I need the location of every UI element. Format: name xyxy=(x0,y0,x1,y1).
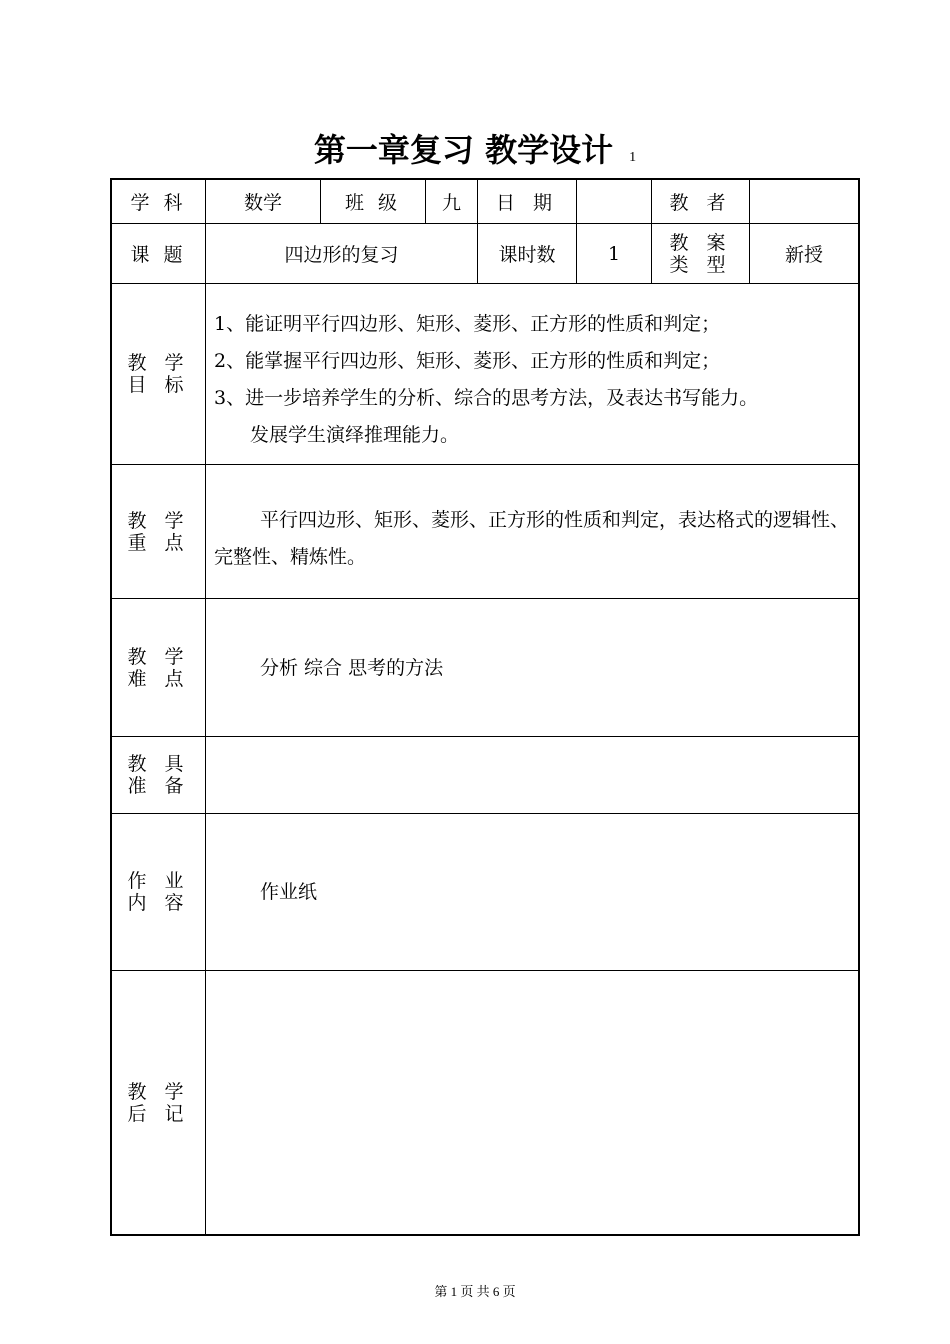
homework-label-line2: 内 容 xyxy=(127,892,190,914)
teacher-value xyxy=(750,180,858,223)
title-footnote-number: 1 xyxy=(629,150,637,165)
objectives-label-line1: 教 学 xyxy=(127,352,190,374)
difficulties-label-line2: 难 点 xyxy=(127,667,190,690)
difficulties-label-line1: 教 学 xyxy=(127,645,190,668)
difficulties-label xyxy=(112,599,205,736)
page-footer: 第 1 页 共 6 页 xyxy=(434,1284,516,1299)
key-points-label-line2: 重 点 xyxy=(127,531,190,554)
label-column-divider xyxy=(205,180,206,1234)
objectives-label-line2: 目 标 xyxy=(127,374,190,396)
objective-item: 1、能证明平行四边形、矩形、菱形、正方形的性质和判定； xyxy=(214,313,721,335)
reflection-label xyxy=(112,971,205,1234)
materials-label-line2: 准 备 xyxy=(127,775,190,797)
subject-value: 数学 xyxy=(243,192,282,214)
row-divider xyxy=(112,464,858,465)
plan-type-label-line2: 类 型 xyxy=(669,253,732,276)
row-divider xyxy=(112,598,858,599)
materials-label-line1: 教 具 xyxy=(127,753,190,775)
materials-label xyxy=(112,737,205,813)
row-divider xyxy=(112,736,858,737)
teacher-label: 教 者 xyxy=(669,192,732,214)
row-divider xyxy=(112,970,858,971)
homework-content: 作业纸 xyxy=(260,881,318,903)
lesson-plan-table xyxy=(110,178,860,1236)
objectives-label xyxy=(112,284,205,464)
hours-label: 课时数 xyxy=(498,244,556,266)
reflection-label-line2: 后 记 xyxy=(127,1102,190,1125)
key-points-label xyxy=(112,465,205,598)
date-value xyxy=(577,180,651,223)
reflection-label-line1: 教 学 xyxy=(127,1080,190,1103)
title-text: 第一章复习 教学设计 xyxy=(313,131,614,169)
difficulties-content: 分析 综合 思考的方法 xyxy=(260,657,444,679)
class-label: 班 级 xyxy=(344,192,402,214)
objectives-content xyxy=(214,306,858,454)
date-label: 日 期 xyxy=(495,192,559,214)
document-title xyxy=(0,128,950,180)
plan-type-label-line1: 教 案 xyxy=(669,231,732,254)
topic-value: 四边形的复习 xyxy=(284,244,399,266)
objective-item: 3、进一步培养学生的分析、综合的思考方法，及表达书写能力。 xyxy=(214,387,759,409)
homework-label xyxy=(112,814,205,970)
row-divider xyxy=(112,813,858,814)
key-points-content: 平行四边形、矩形、菱形、正方形的性质和判定，表达格式的逻辑性、完整性、精炼性。 xyxy=(214,509,850,568)
objective-item: 发展学生演绎推理能力。 xyxy=(250,424,460,446)
row-divider xyxy=(112,283,858,284)
plan-type-label xyxy=(652,224,749,283)
topic-label: 课 题 xyxy=(130,244,187,266)
objective-item: 2、能掌握平行四边形、矩形、菱形、正方形的性质和判定； xyxy=(214,350,721,372)
key-points-label-line1: 教 学 xyxy=(127,509,190,532)
plan-type-value: 新授 xyxy=(784,244,823,266)
subject-label: 学 科 xyxy=(130,192,187,214)
homework-label-line1: 作 业 xyxy=(127,870,190,892)
class-value: 九 xyxy=(441,192,461,214)
hours-value: 1 xyxy=(607,242,621,265)
